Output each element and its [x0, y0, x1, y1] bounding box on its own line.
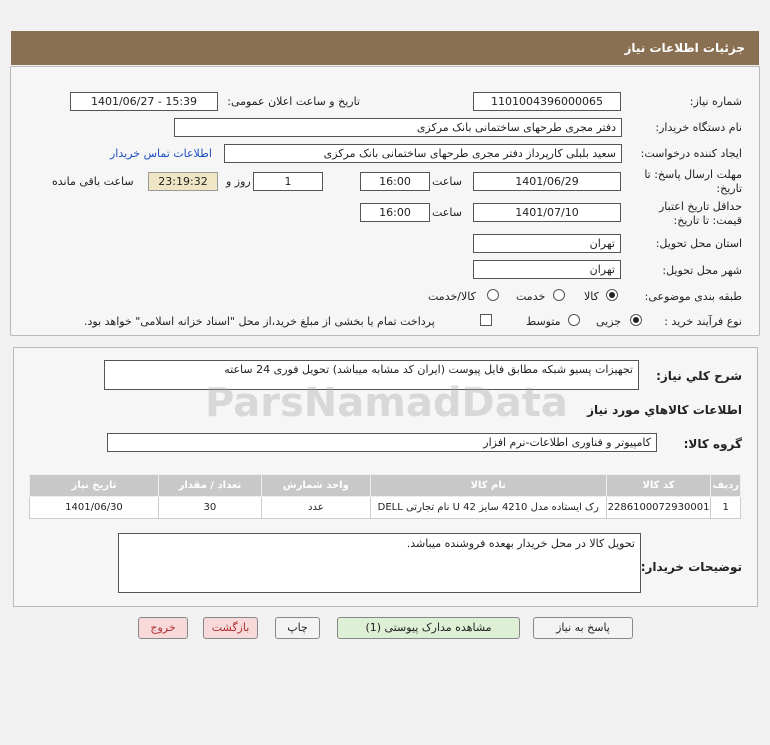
category-radio-goods[interactable] — [606, 289, 618, 301]
process-label: نوع فرآیند خرید : — [664, 315, 742, 328]
reply-button[interactable]: پاسخ به نیاز — [533, 617, 633, 639]
need-number-label: شماره نیاز: — [689, 95, 742, 108]
category-label: طبقه بندی موضوعی: — [644, 290, 742, 303]
announce-label: تاریخ و ساعت اعلان عمومی: — [227, 95, 360, 108]
summary-field: تجهیزات پسیو شبکه مطابق فایل پیوست (ایران کد مشابه میباشد) تحویل فوری 24 ساعته — [104, 360, 639, 390]
table-header-row — [30, 475, 741, 497]
remaining-time-field: 23:19:32 — [148, 172, 218, 191]
column-header-row-no: ردیف — [711, 475, 741, 497]
notes-label: توضیحات خریدار: — [640, 560, 742, 574]
print-button[interactable]: چاپ — [275, 617, 320, 639]
announce-field: 1401/06/27 - 15:39 — [70, 92, 218, 111]
page-header — [11, 31, 759, 65]
days-label: روز و — [226, 175, 251, 188]
process-option-partial: جزیی — [596, 315, 622, 328]
days-field: 1 — [253, 172, 323, 191]
creator-field: سعید بلبلی کارپرداز دفتر مجری طرحهای ساختمانی بانک مرکزی — [224, 144, 622, 163]
process-radio-medium[interactable] — [568, 314, 580, 326]
reply-deadline-label: مهلت ارسال پاسخ: تا — [644, 168, 742, 181]
cell-name: رک ایستاده مدل 4210 سایز 42 U نام تجارتی DELL — [370, 497, 606, 519]
cell-quantity: 30 — [158, 497, 261, 519]
contact-buyer-link[interactable]: اطلاعات تماس خریدار — [110, 147, 212, 160]
city-field: تهران — [473, 260, 621, 279]
province-label: استان محل تحویل: — [655, 237, 742, 250]
back-button[interactable]: بازگشت — [203, 617, 258, 639]
province-field: تهران — [473, 234, 621, 253]
goods-group-label: گروه کالا: — [683, 437, 742, 451]
process-radio-partial[interactable] — [630, 314, 642, 326]
validity-label-2: قیمت: تا تاریخ: — [673, 214, 742, 227]
buyer-field: دفتر مجری طرحهای ساختمانی بانک مرکزی — [174, 118, 622, 137]
exit-button[interactable]: خروج — [138, 617, 188, 639]
remaining-label: ساعت باقی مانده — [52, 175, 134, 188]
summary-label: شرح کلي نياز: — [656, 369, 742, 383]
column-header-code: کد کالا — [606, 475, 711, 497]
category-option-both: کالا/خدمت — [428, 290, 476, 303]
buyer-label: نام دستگاه خریدار: — [655, 121, 742, 134]
process-option-medium: متوسط — [526, 315, 561, 328]
creator-label: ایجاد کننده درخواست: — [640, 147, 742, 160]
reply-time-label: ساعت — [432, 175, 462, 188]
validity-time-field: 16:00 — [360, 203, 430, 222]
validity-date-field: 1401/07/10 — [473, 203, 621, 222]
goods-section-title: اطلاعات کالاهاي مورد نياز — [587, 403, 742, 417]
validity-label: حداقل تاریخ اعتبار — [658, 200, 742, 213]
cell-row-no: 1 — [711, 497, 741, 519]
reply-time-field: 16:00 — [360, 172, 430, 191]
city-label: شهر محل تحویل: — [662, 264, 742, 277]
category-option-service: خدمت — [516, 290, 546, 303]
cell-code: 2286100072930001 — [606, 497, 711, 519]
notes-field: تحویل کالا در محل خریدار بهعده فروشنده میباشد. — [118, 533, 641, 593]
category-option-goods: کالا — [584, 290, 599, 303]
goods-group-field: کامپیوتر و فناوری اطلاعات-نرم افزار — [107, 433, 657, 452]
goods-table — [29, 474, 741, 519]
payment-note: پرداخت تمام یا بخشی از مبلغ خرید،از محل "اسناد خزانه اسلامی" خواهد بود. — [84, 315, 435, 328]
cell-unit: عدد — [261, 497, 370, 519]
cell-date: 1401/06/30 — [30, 497, 159, 519]
reply-date-field: 1401/06/29 — [473, 172, 621, 191]
category-radio-both[interactable] — [487, 289, 499, 301]
page-title: جزئیات اطلاعات نیاز — [624, 41, 745, 55]
category-radio-service[interactable] — [553, 289, 565, 301]
watermark-logo: ParsNamadData — [205, 380, 568, 426]
validity-time-label: ساعت — [432, 206, 462, 219]
view-attachments-button[interactable]: مشاهده مدارک پیوستی (1) — [337, 617, 520, 639]
reply-deadline-label-2: تاریخ: — [716, 182, 742, 195]
table-row — [30, 497, 741, 519]
column-header-date: تاریخ نیاز — [30, 475, 159, 497]
column-header-name: نام کالا — [370, 475, 606, 497]
need-number-field: 1101004396000065 — [473, 92, 621, 111]
treasury-checkbox[interactable] — [480, 314, 492, 326]
column-header-quantity: تعداد / مقدار — [158, 475, 261, 497]
column-header-unit: واحد شمارش — [261, 475, 370, 497]
